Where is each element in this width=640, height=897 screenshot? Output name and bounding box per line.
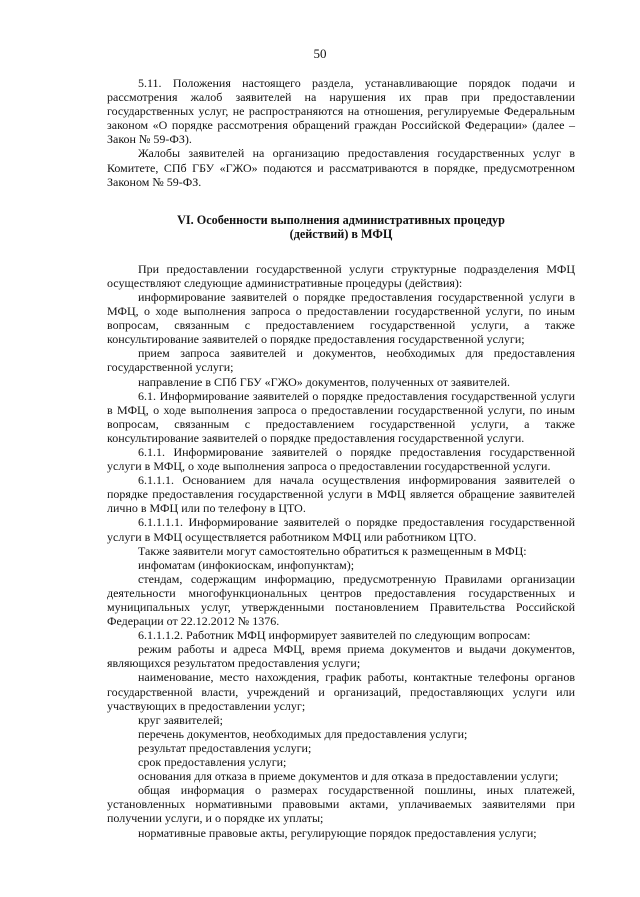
document-body <box>107 76 575 840</box>
paragraph: 6.1.1.1. Основанием для начала осуществления информирования заявителей о порядке предоставления государственной услуги в МФЦ является обращение заявителей лично в МФЦ или по телефону в ЦТО. <box>107 473 575 516</box>
paragraph: 6.1.1. Информирование заявителей о порядке предоставления государственной услуги в МФЦ, о ходе выполнения запроса о предоставлении государственной услуги. <box>107 444 575 474</box>
paragraph-5-11: 5.11. Положения настоящего раздела, устанавливающие порядок подачи и рассмотрения жалоб заявителей на нарушения их прав при предоставлении государственных услуг, не распространяются на отношения, регулируемые Федеральным законом «О порядке рассмотрения обращений граждан Российской Федерации» (далее – Закон № 59-ФЗ). <box>107 76 575 147</box>
section-heading-line-1: VI. Особенности выполнения административных процедур <box>177 212 505 227</box>
paragraph: При предоставлении государственной услуги структурные подразделения МФЦ осуществляют следующие административные процедуры (действия): <box>107 261 575 290</box>
paragraph: 6.1.1.1.2. Работник МФЦ информирует заявителей по следующим вопросам: <box>138 628 531 643</box>
page-number: 50 <box>313 46 327 61</box>
paragraph: наименование, место нахождения, график работы, контактные телефоны органов государственной власти, учреждений и организаций, предоставляющих услуги или участвующих в предоставлении услуг; <box>107 670 575 713</box>
paragraph: Также заявители могут самостоятельно обратиться к размещенным в МФЦ: <box>138 543 527 558</box>
paragraph: 6.1. Информирование заявителей о порядке предоставления государственной услуги в МФЦ, о ходе выполнения запроса о предоставлении государственной услуги, по иным вопросам, связанным с предоставлением государственной услуги, а также консультирование заявителей о порядке предоставления государственной услуги. <box>107 388 575 445</box>
paragraph: прием запроса заявителей и документов, необходимых для предоставления государственной услуги; <box>107 346 575 375</box>
paragraph: круг заявителей; <box>138 712 223 727</box>
paragraph: информирование заявителей о порядке предоставления государственной услуги в МФЦ, о ходе выполнения запроса о предоставлении государственной услуги, по иным вопросам, связанным с предоставлением государственной услуги, а также консультирование заявителей о порядке предоставления государственной услуги; <box>107 289 575 347</box>
paragraph: общая информация о размерах государственной пошлины, иных платежей, установленных нормативными правовыми актами, уплачиваемых заявителями при получении услуги, и о порядке их уплаты; <box>107 783 575 826</box>
paragraph: результат предоставления услуги; <box>138 740 312 755</box>
paragraph: направление в СПб ГБУ «ГЖО» документов, полученных от заявителей. <box>138 374 511 389</box>
paragraph: перечень документов, необходимых для предоставления услуги; <box>138 726 468 741</box>
paragraph-complaints: Жалобы заявителей на организацию предоставления государственных услуг в Комитете, СПб ГБУ «ГЖО» подаются и рассматриваются в порядке, предусмотренном Законом № 59-ФЗ. <box>107 146 575 189</box>
paragraph: нормативные правовые акты, регулирующие порядок предоставления услуги; <box>138 825 537 840</box>
section-heading-line-2: (действий) в МФЦ <box>289 227 393 242</box>
paragraph: инфоматам (инфокиоскам, инфопунктам); <box>138 557 355 572</box>
paragraph: основания для отказа в приеме документов и для отказа в предоставлении услуги; <box>138 769 559 784</box>
paragraph: стендам, содержащим информацию, предусмотренную Правилами организации деятельности многофункциональных центров предоставления государственных и муниципальных услуг, утвержденными постановлением Правительства Российской Федерации от 22.12.2012 № 1376. <box>107 571 575 629</box>
paragraph: срок предоставления услуги; <box>138 755 287 770</box>
section-heading <box>107 213 575 242</box>
paragraph: режим работы и адреса МФЦ, время приема документов и выдачи документов, являющихся результатом предоставления услуги; <box>107 642 575 671</box>
paragraph: 6.1.1.1.1. Информирование заявителей о порядке предоставления государственной услуги в МФЦ осуществляется работником МФЦ или работником ЦТО. <box>107 515 575 544</box>
